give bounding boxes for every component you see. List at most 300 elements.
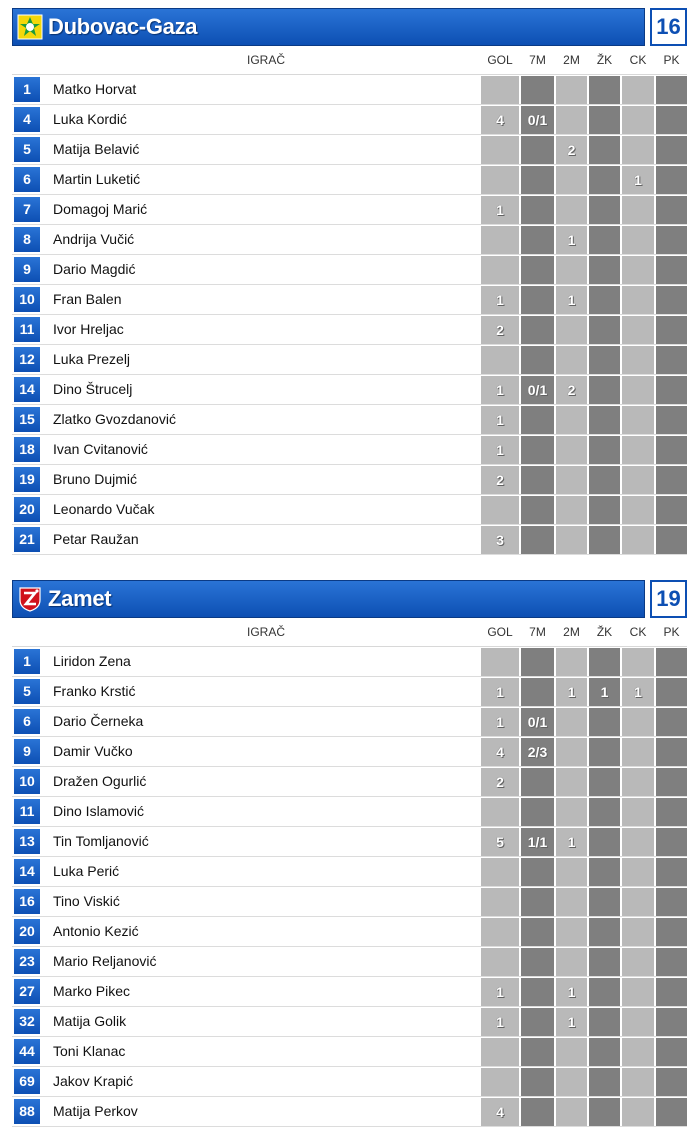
player-name: Antonio Kezić <box>53 923 139 939</box>
stat-pk <box>656 196 687 224</box>
player-name: Damir Vučko <box>53 743 133 759</box>
stat-2m <box>556 346 587 374</box>
stat-ck <box>622 918 654 946</box>
stat-pk <box>656 738 687 766</box>
stat-ck <box>622 376 654 404</box>
stat-2m <box>556 436 587 464</box>
stat-pk <box>656 406 687 434</box>
stat-2m: 1 <box>556 678 587 706</box>
player-number: 1 <box>14 649 40 674</box>
stat-ck <box>622 828 654 856</box>
stat-2m <box>556 648 587 676</box>
stat-pk <box>656 136 687 164</box>
player-number: 23 <box>14 949 40 974</box>
player-number: 5 <box>14 137 40 162</box>
stat-7m <box>521 316 554 344</box>
stat-zk <box>589 1008 620 1036</box>
column-header-gol: GOL <box>487 53 513 67</box>
stat-pk <box>656 1008 687 1036</box>
player-number: 20 <box>14 919 40 944</box>
player-name: Luka Prezelj <box>53 351 131 367</box>
player-name: Tino Viskić <box>53 893 120 909</box>
stat-ck <box>622 948 654 976</box>
stat-2m <box>556 918 587 946</box>
player-name: Tin Tomljanović <box>53 833 149 849</box>
player-name: Matko Horvat <box>53 81 137 97</box>
stat-2m <box>556 466 587 494</box>
stat-gol: 1 <box>481 978 519 1006</box>
stat-ck <box>622 406 654 434</box>
player-name: Fran Balen <box>53 291 122 307</box>
player-number: 20 <box>14 497 40 522</box>
stat-7m <box>521 798 554 826</box>
stat-ck <box>622 316 654 344</box>
table-row <box>12 737 687 767</box>
stat-ck <box>622 738 654 766</box>
stat-ck <box>622 1098 654 1126</box>
player-number: 8 <box>14 227 40 252</box>
stat-gol: 4 <box>481 738 519 766</box>
player-name: Dino Islamović <box>53 803 145 819</box>
table-row <box>12 977 687 1007</box>
stat-7m <box>521 768 554 796</box>
player-name: Marko Pikec <box>53 983 131 999</box>
table-row <box>12 827 687 857</box>
stat-ck <box>622 768 654 796</box>
stat-gol: 2 <box>481 768 519 796</box>
stat-zk <box>589 76 620 104</box>
stat-ck <box>622 1068 654 1096</box>
stat-ck <box>622 226 654 254</box>
stat-pk <box>656 798 687 826</box>
stat-pk <box>656 648 687 676</box>
player-name: Matija Belavić <box>53 141 140 157</box>
stat-gol: 2 <box>481 466 519 494</box>
column-header-2m: 2M <box>563 625 580 639</box>
stat-pk <box>656 376 687 404</box>
stat-2m <box>556 948 587 976</box>
table-row <box>12 1097 687 1127</box>
stat-7m <box>521 406 554 434</box>
column-header-row <box>12 46 687 75</box>
player-number: 15 <box>14 407 40 432</box>
stat-gol <box>481 226 519 254</box>
team-header <box>12 8 687 46</box>
stat-2m: 2 <box>556 376 587 404</box>
stat-7m <box>521 136 554 164</box>
player-name: Zlatko Gvozdanović <box>53 411 176 427</box>
stat-gol <box>481 888 519 916</box>
stat-gol <box>481 136 519 164</box>
column-header-ck: CK <box>629 53 647 67</box>
stat-gol <box>481 256 519 284</box>
player-number: 16 <box>14 889 40 914</box>
stat-gol: 1 <box>481 436 519 464</box>
column-header-2m: 2M <box>563 53 580 67</box>
player-list <box>12 75 687 555</box>
player-number: 44 <box>14 1039 40 1064</box>
table-row <box>12 135 687 165</box>
stat-zk <box>589 918 620 946</box>
stat-2m <box>556 1098 587 1126</box>
table-row <box>12 1067 687 1097</box>
stat-zk <box>589 948 620 976</box>
column-header-player: IGRAČ <box>246 625 285 639</box>
stat-7m <box>521 948 554 976</box>
stat-7m <box>521 346 554 374</box>
stat-ck <box>622 978 654 1006</box>
stat-gol <box>481 918 519 946</box>
stat-zk <box>589 256 620 284</box>
table-row <box>12 1007 687 1037</box>
stat-ck <box>622 106 654 134</box>
stat-7m: 0/1 <box>521 376 554 404</box>
stat-gol <box>481 1038 519 1066</box>
player-name: Mario Reljanović <box>53 953 157 969</box>
stat-zk <box>589 1068 620 1096</box>
stat-zk <box>589 286 620 314</box>
stat-2m <box>556 768 587 796</box>
stat-gol <box>481 798 519 826</box>
stat-7m <box>521 466 554 494</box>
stat-7m: 0/1 <box>521 708 554 736</box>
stat-2m <box>556 106 587 134</box>
stat-pk <box>656 436 687 464</box>
stat-pk <box>656 526 687 554</box>
column-header-gol: GOL <box>487 625 513 639</box>
stat-pk <box>656 768 687 796</box>
stat-2m <box>556 526 587 554</box>
player-name: Andrija Vučić <box>53 231 135 247</box>
stat-ck <box>622 436 654 464</box>
stat-ck: 1 <box>622 166 654 194</box>
player-name: Ivor Hreljac <box>53 321 124 337</box>
stat-ck <box>622 196 654 224</box>
stat-pk <box>656 978 687 1006</box>
stat-zk <box>589 1038 620 1066</box>
stat-2m <box>556 76 587 104</box>
stat-7m <box>521 166 554 194</box>
table-row <box>12 345 687 375</box>
table-row <box>12 75 687 105</box>
stat-pk <box>656 226 687 254</box>
stat-zk <box>589 346 620 374</box>
player-number: 14 <box>14 377 40 402</box>
player-number: 12 <box>14 347 40 372</box>
stat-zk <box>589 226 620 254</box>
player-number: 21 <box>14 527 40 552</box>
stat-ck <box>622 346 654 374</box>
stat-ck: 1 <box>622 678 654 706</box>
stat-gol: 1 <box>481 376 519 404</box>
table-row <box>12 435 687 465</box>
stat-gol: 1 <box>481 1008 519 1036</box>
player-number: 9 <box>14 257 40 282</box>
stat-pk <box>656 918 687 946</box>
stat-7m <box>521 888 554 916</box>
stat-7m <box>521 1098 554 1126</box>
player-name: Jakov Krapić <box>53 1073 134 1089</box>
team-header <box>12 580 687 618</box>
player-number: 11 <box>14 317 40 342</box>
table-row <box>12 495 687 525</box>
stat-7m <box>521 648 554 676</box>
player-number: 18 <box>14 437 40 462</box>
stat-ck <box>622 798 654 826</box>
team-name: Zamet <box>48 586 112 611</box>
stat-2m: 1 <box>556 286 587 314</box>
stat-2m <box>556 256 587 284</box>
stat-2m: 1 <box>556 828 587 856</box>
stat-zk <box>589 406 620 434</box>
stat-pk <box>656 948 687 976</box>
player-number: 32 <box>14 1009 40 1034</box>
stat-ck <box>622 286 654 314</box>
player-number: 69 <box>14 1069 40 1094</box>
table-row <box>12 857 687 887</box>
player-name: Franko Krstić <box>53 683 136 699</box>
player-number: 1 <box>14 77 40 102</box>
table-row <box>12 285 687 315</box>
stat-zk <box>589 708 620 736</box>
stat-gol <box>481 166 519 194</box>
team-title-bar <box>12 8 645 46</box>
stat-ck <box>622 858 654 886</box>
stat-pk <box>656 858 687 886</box>
team-score: 19 <box>650 580 687 618</box>
table-row <box>12 255 687 285</box>
table-row <box>12 887 687 917</box>
team-section <box>12 8 687 555</box>
team-name: Dubovac-Gaza <box>48 14 198 39</box>
stat-7m: 0/1 <box>521 106 554 134</box>
player-number: 4 <box>14 107 40 132</box>
column-header-zk: ŽK <box>596 53 613 67</box>
stat-zk <box>589 768 620 796</box>
stat-gol: 1 <box>481 196 519 224</box>
player-name: Luka Kordić <box>53 111 127 127</box>
stat-pk <box>656 1038 687 1066</box>
player-number: 10 <box>14 287 40 312</box>
stat-pk <box>656 678 687 706</box>
stat-pk <box>656 76 687 104</box>
stat-zk <box>589 316 620 344</box>
stat-7m <box>521 1038 554 1066</box>
player-number: 7 <box>14 197 40 222</box>
column-header-row <box>12 618 687 647</box>
column-header-pk: PK <box>663 53 680 67</box>
stat-pk <box>656 286 687 314</box>
stat-7m <box>521 256 554 284</box>
stat-7m <box>521 76 554 104</box>
table-row <box>12 707 687 737</box>
stat-ck <box>622 708 654 736</box>
player-number: 5 <box>14 679 40 704</box>
stat-2m <box>556 166 587 194</box>
stat-2m <box>556 1038 587 1066</box>
column-header-7m: 7M <box>529 625 546 639</box>
stat-zk <box>589 828 620 856</box>
stat-2m <box>556 888 587 916</box>
stat-gol: 4 <box>481 106 519 134</box>
stat-gol <box>481 1068 519 1096</box>
stat-pk <box>656 166 687 194</box>
table-row <box>12 525 687 555</box>
stat-zk <box>589 136 620 164</box>
stat-7m: 1/1 <box>521 828 554 856</box>
player-name: Dino Štrucelj <box>53 381 133 397</box>
player-name: Domagoj Marić <box>53 201 148 217</box>
table-row <box>12 405 687 435</box>
stat-gol <box>481 648 519 676</box>
table-row <box>12 375 687 405</box>
table-row <box>12 797 687 827</box>
player-number: 27 <box>14 979 40 1004</box>
player-name: Dario Magdić <box>53 261 136 277</box>
stat-zk <box>589 166 620 194</box>
table-row <box>12 225 687 255</box>
team-section <box>12 580 687 1127</box>
stat-gol: 1 <box>481 406 519 434</box>
team-title-bar <box>12 580 645 618</box>
stat-ck <box>622 466 654 494</box>
stat-7m <box>521 918 554 946</box>
stat-zk <box>589 376 620 404</box>
table-row <box>12 677 687 707</box>
stat-ck <box>622 888 654 916</box>
stat-2m <box>556 406 587 434</box>
table-row <box>12 105 687 135</box>
stat-pk <box>656 496 687 524</box>
stat-zk <box>589 978 620 1006</box>
stat-7m <box>521 226 554 254</box>
stat-2m <box>556 196 587 224</box>
stat-gol <box>481 496 519 524</box>
team-score: 16 <box>650 8 687 46</box>
stat-gol: 1 <box>481 708 519 736</box>
stat-zk <box>589 526 620 554</box>
player-number: 19 <box>14 467 40 492</box>
stat-gol: 2 <box>481 316 519 344</box>
stat-zk <box>589 1098 620 1126</box>
stat-7m <box>521 1068 554 1096</box>
stat-7m <box>521 436 554 464</box>
table-row <box>12 1037 687 1067</box>
stat-gol: 1 <box>481 678 519 706</box>
stat-pk <box>656 466 687 494</box>
stat-zk <box>589 496 620 524</box>
table-row <box>12 767 687 797</box>
stat-7m <box>521 286 554 314</box>
stat-pk <box>656 708 687 736</box>
stat-ck <box>622 1008 654 1036</box>
stat-2m <box>556 316 587 344</box>
table-row <box>12 647 687 677</box>
stat-zk: 1 <box>589 678 620 706</box>
stat-2m <box>556 858 587 886</box>
stat-gol: 5 <box>481 828 519 856</box>
stat-2m: 1 <box>556 1008 587 1036</box>
stat-zk <box>589 436 620 464</box>
stat-gol <box>481 76 519 104</box>
stat-7m <box>521 1008 554 1036</box>
player-number: 10 <box>14 769 40 794</box>
stat-7m <box>521 978 554 1006</box>
stat-gol: 3 <box>481 526 519 554</box>
stat-2m: 1 <box>556 226 587 254</box>
player-number: 9 <box>14 739 40 764</box>
player-name: Martin Luketić <box>53 171 141 187</box>
stat-2m: 1 <box>556 978 587 1006</box>
stat-ck <box>622 496 654 524</box>
stat-gol <box>481 346 519 374</box>
player-number: 88 <box>14 1099 40 1124</box>
stat-zk <box>589 738 620 766</box>
stat-ck <box>622 256 654 284</box>
player-name: Dražen Ogurlić <box>53 773 147 789</box>
stat-zk <box>589 888 620 916</box>
stat-2m <box>556 1068 587 1096</box>
column-header-ck: CK <box>629 625 647 639</box>
column-header-zk: ŽK <box>596 625 613 639</box>
stat-gol <box>481 858 519 886</box>
player-name: Luka Perić <box>53 863 120 879</box>
player-name: Matija Perkov <box>53 1103 138 1119</box>
table-row <box>12 165 687 195</box>
stat-pk <box>656 316 687 344</box>
dubovac-gaza-logo-icon <box>17 14 43 40</box>
stat-gol: 4 <box>481 1098 519 1126</box>
stat-gol: 1 <box>481 286 519 314</box>
stat-2m <box>556 496 587 524</box>
player-name: Petar Raužan <box>53 531 139 547</box>
table-row <box>12 917 687 947</box>
stat-pk <box>656 346 687 374</box>
stat-zk <box>589 106 620 134</box>
player-name: Liridon Zena <box>53 653 131 669</box>
stat-ck <box>622 1038 654 1066</box>
table-row <box>12 465 687 495</box>
player-list <box>12 647 687 1127</box>
column-header-7m: 7M <box>529 53 546 67</box>
player-name: Toni Klanac <box>53 1043 126 1059</box>
stat-zk <box>589 196 620 224</box>
stat-ck <box>622 76 654 104</box>
stat-zk <box>589 648 620 676</box>
player-number: 13 <box>14 829 40 854</box>
player-number: 14 <box>14 859 40 884</box>
stat-7m <box>521 858 554 886</box>
stat-ck <box>622 648 654 676</box>
zamet-logo-icon <box>17 586 43 612</box>
column-header-pk: PK <box>663 625 680 639</box>
stat-zk <box>589 798 620 826</box>
stat-pk <box>656 106 687 134</box>
stat-zk <box>589 466 620 494</box>
stat-gol <box>481 948 519 976</box>
stat-ck <box>622 526 654 554</box>
stat-pk <box>656 888 687 916</box>
stat-2m <box>556 708 587 736</box>
player-number: 6 <box>14 709 40 734</box>
stat-2m <box>556 738 587 766</box>
stat-pk <box>656 828 687 856</box>
stat-7m <box>521 678 554 706</box>
stat-pk <box>656 256 687 284</box>
player-name: Bruno Dujmić <box>53 471 138 487</box>
stat-pk <box>656 1098 687 1126</box>
player-number: 6 <box>14 167 40 192</box>
